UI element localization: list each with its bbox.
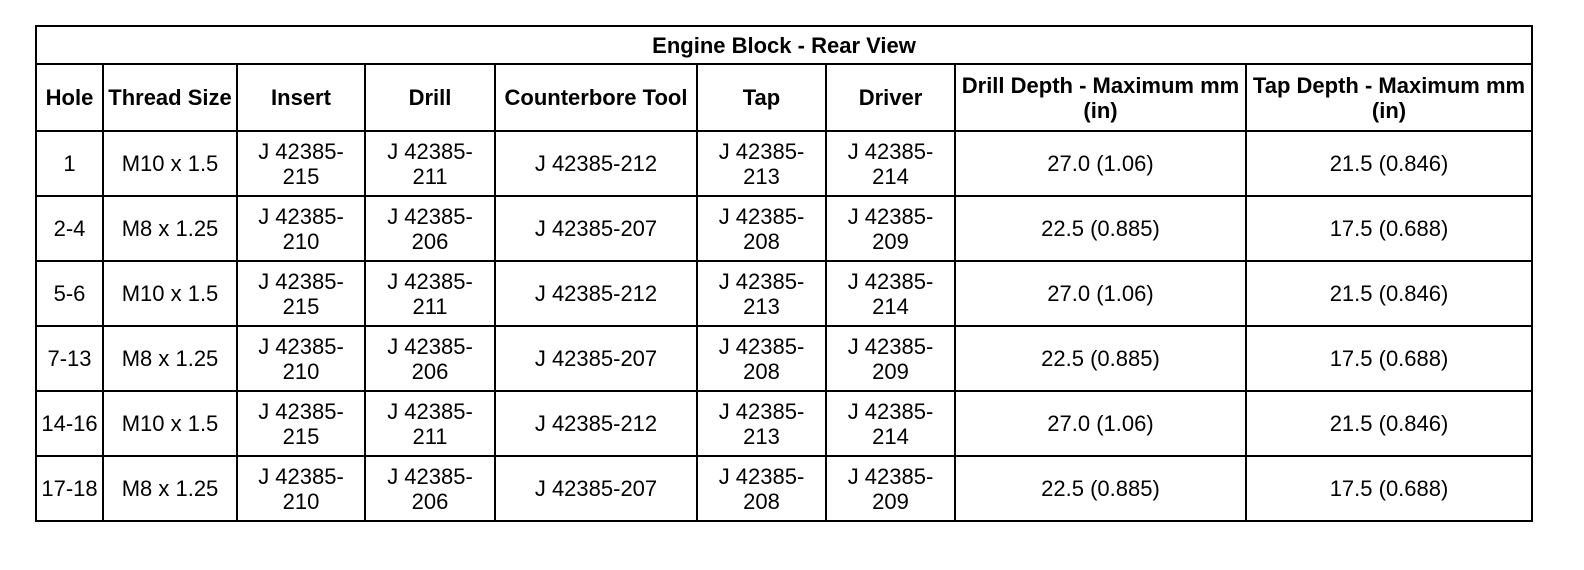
cell-driver: J 42385-209 bbox=[826, 456, 955, 521]
cell-drill: J 42385-206 bbox=[365, 326, 495, 391]
table-title-row bbox=[36, 26, 1532, 64]
cell-insert: J 42385-210 bbox=[237, 326, 365, 391]
cell-drill-depth: 27.0 (1.06) bbox=[955, 261, 1246, 326]
cell-counterbore-tool: J 42385-207 bbox=[495, 196, 697, 261]
engine-block-spec-table bbox=[35, 25, 1533, 522]
cell-thread-size: M10 x 1.5 bbox=[103, 261, 237, 326]
cell-counterbore-tool: J 42385-212 bbox=[495, 131, 697, 196]
cell-tap: J 42385-213 bbox=[697, 261, 826, 326]
table-header-row bbox=[36, 64, 1532, 131]
cell-drill: J 42385-211 bbox=[365, 391, 495, 456]
cell-tap: J 42385-213 bbox=[697, 131, 826, 196]
header-driver: Driver bbox=[826, 64, 955, 131]
header-tap-depth: Tap Depth - Maximum mm (in) bbox=[1246, 64, 1532, 131]
cell-tap-depth: 21.5 (0.846) bbox=[1246, 261, 1532, 326]
cell-hole: 17-18 bbox=[36, 456, 103, 521]
cell-drill-depth: 27.0 (1.06) bbox=[955, 131, 1246, 196]
cell-tap-depth: 21.5 (0.846) bbox=[1246, 391, 1532, 456]
cell-driver: J 42385-214 bbox=[826, 261, 955, 326]
cell-insert: J 42385-215 bbox=[237, 391, 365, 456]
cell-hole: 5-6 bbox=[36, 261, 103, 326]
cell-tap: J 42385-208 bbox=[697, 196, 826, 261]
table-row bbox=[36, 261, 1532, 326]
table-row bbox=[36, 391, 1532, 456]
cell-drill: J 42385-206 bbox=[365, 456, 495, 521]
table-row bbox=[36, 131, 1532, 196]
cell-tap-depth: 21.5 (0.846) bbox=[1246, 131, 1532, 196]
table-row bbox=[36, 196, 1532, 261]
header-tap: Tap bbox=[697, 64, 826, 131]
cell-thread-size: M8 x 1.25 bbox=[103, 196, 237, 261]
cell-hole: 14-16 bbox=[36, 391, 103, 456]
header-counterbore-tool: Counterbore Tool bbox=[495, 64, 697, 131]
cell-driver: J 42385-214 bbox=[826, 391, 955, 456]
cell-drill-depth: 22.5 (0.885) bbox=[955, 456, 1246, 521]
header-insert: Insert bbox=[237, 64, 365, 131]
cell-counterbore-tool: J 42385-212 bbox=[495, 391, 697, 456]
cell-hole: 2-4 bbox=[36, 196, 103, 261]
cell-driver: J 42385-209 bbox=[826, 196, 955, 261]
cell-tap: J 42385-213 bbox=[697, 391, 826, 456]
table-row bbox=[36, 456, 1532, 521]
cell-drill: J 42385-211 bbox=[365, 261, 495, 326]
cell-drill-depth: 27.0 (1.06) bbox=[955, 391, 1246, 456]
cell-driver: J 42385-209 bbox=[826, 326, 955, 391]
cell-tap-depth: 17.5 (0.688) bbox=[1246, 326, 1532, 391]
cell-insert: J 42385-210 bbox=[237, 456, 365, 521]
cell-counterbore-tool: J 42385-207 bbox=[495, 456, 697, 521]
cell-thread-size: M10 x 1.5 bbox=[103, 391, 237, 456]
cell-drill-depth: 22.5 (0.885) bbox=[955, 196, 1246, 261]
cell-tap-depth: 17.5 (0.688) bbox=[1246, 456, 1532, 521]
cell-driver: J 42385-214 bbox=[826, 131, 955, 196]
header-drill: Drill bbox=[365, 64, 495, 131]
cell-tap-depth: 17.5 (0.688) bbox=[1246, 196, 1532, 261]
cell-insert: J 42385-210 bbox=[237, 196, 365, 261]
cell-insert: J 42385-215 bbox=[237, 261, 365, 326]
cell-hole: 1 bbox=[36, 131, 103, 196]
table-row bbox=[36, 326, 1532, 391]
header-hole: Hole bbox=[36, 64, 103, 131]
cell-insert: J 42385-215 bbox=[237, 131, 365, 196]
cell-drill-depth: 22.5 (0.885) bbox=[955, 326, 1246, 391]
cell-drill: J 42385-206 bbox=[365, 196, 495, 261]
cell-counterbore-tool: J 42385-212 bbox=[495, 261, 697, 326]
cell-tap: J 42385-208 bbox=[697, 326, 826, 391]
cell-thread-size: M8 x 1.25 bbox=[103, 326, 237, 391]
cell-thread-size: M8 x 1.25 bbox=[103, 456, 237, 521]
cell-thread-size: M10 x 1.5 bbox=[103, 131, 237, 196]
header-thread-size: Thread Size bbox=[103, 64, 237, 131]
cell-counterbore-tool: J 42385-207 bbox=[495, 326, 697, 391]
cell-drill: J 42385-211 bbox=[365, 131, 495, 196]
table-title: Engine Block - Rear View bbox=[36, 26, 1532, 64]
header-drill-depth: Drill Depth - Maximum mm (in) bbox=[955, 64, 1246, 131]
cell-tap: J 42385-208 bbox=[697, 456, 826, 521]
cell-hole: 7-13 bbox=[36, 326, 103, 391]
